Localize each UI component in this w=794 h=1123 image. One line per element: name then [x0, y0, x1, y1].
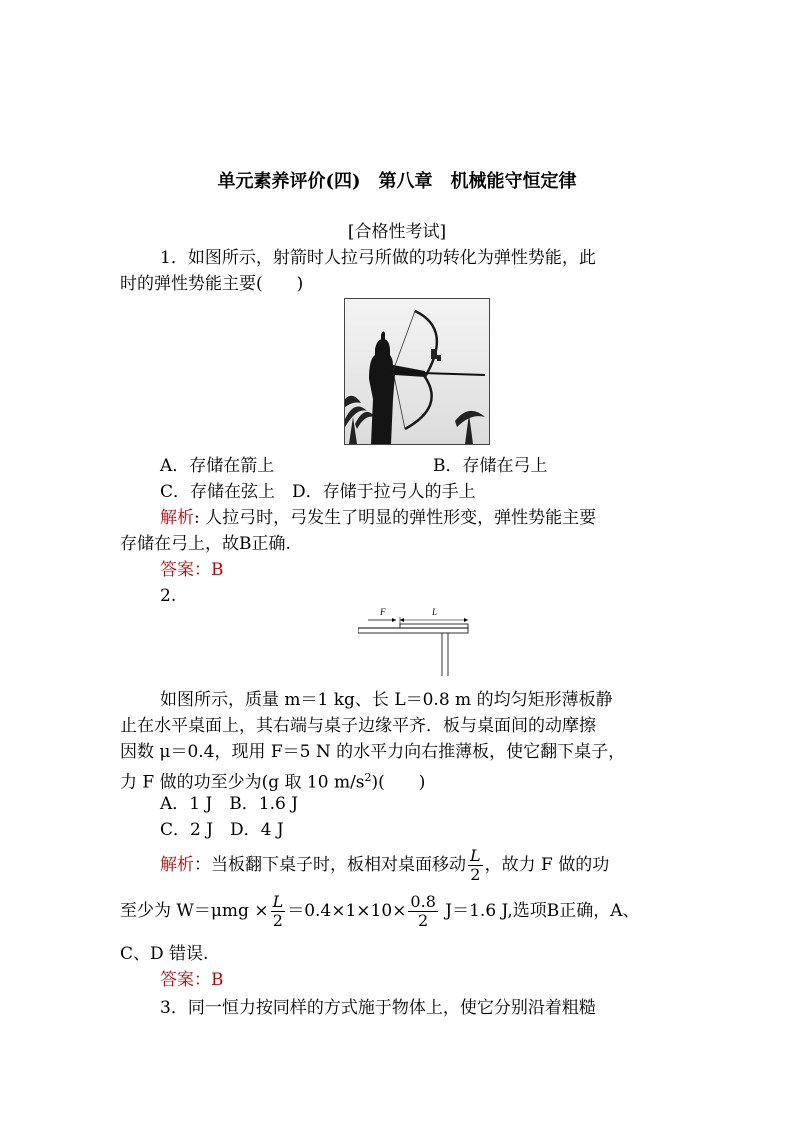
q1-analysis-line2: 存储在弓上，故B正确. [120, 534, 291, 554]
fraction-denominator-b: 2 [272, 911, 283, 930]
q2-analysis-line2 [120, 892, 640, 930]
q1-analysis-line1 [160, 506, 596, 530]
q1-answer [160, 558, 224, 582]
q2-number: 2. [160, 586, 177, 606]
q2-options-ab: A．1 J B．1.6 J [160, 794, 299, 814]
q3-stem-line1: 3．同一恒力按同样的方式施于物体上，使它分别沿着粗糙 [160, 998, 596, 1018]
fraction-numerator-b: L [272, 892, 284, 911]
q2-stem-line4-end: )( ) [371, 772, 426, 793]
analysis-label-2: 解析 [160, 855, 194, 875]
answer-value-2: ：B [194, 970, 224, 990]
q1-stem-line1: 1．如图所示，射箭时人拉弓所做的功转化为弹性势能，此 [160, 248, 596, 268]
q2-answer [160, 968, 224, 992]
q1-option-a: A．存储在箭上 [160, 456, 275, 476]
analysis-label: 解析 [160, 508, 194, 528]
fraction-l-over-2-b [271, 893, 286, 930]
answer-label: 答案 [160, 560, 194, 580]
archer-figure [344, 298, 490, 445]
section-heading: [合格性考试] [347, 222, 447, 242]
q2-analysis-text-b: ，故力 F 做的功 [484, 855, 610, 875]
board-table-diagram [358, 606, 473, 678]
fig-f-label: F [380, 607, 386, 617]
q2-analysis-line1 [160, 846, 609, 884]
q2-stem-line1: 如图所示，质量 m＝1 kg、长 L＝0.8 m 的均匀矩形薄板静 [160, 690, 613, 710]
fraction-numerator-c: 0.8 [410, 892, 436, 911]
q1-options-cd: C．存储在弦上 D．存储于拉弓人的手上 [160, 482, 476, 502]
page-title: 单元素养评价(四) 第八章 机械能守恒定律 [217, 171, 577, 192]
q1-option-b: B．存储在弓上 [433, 456, 548, 476]
fig-l-label: L [432, 607, 438, 617]
q2-stem-line4-text: 力 F 做的功至少为(g 取 10 m/s [120, 772, 365, 793]
q2-stem-line4 [120, 766, 425, 795]
q2-stem-line2: 止在水平桌面上，其右端与桌子边缘平齐．板与桌面间的动摩擦 [120, 716, 596, 736]
q2-superscript: 2 [364, 771, 372, 784]
fraction-denominator-c: 2 [418, 911, 429, 930]
q2-options-cd: C．2 J D．4 J [160, 820, 284, 840]
fraction-08-over-2 [408, 893, 437, 930]
q2-stem-line3: 因数 μ＝0.4，现用 F＝5 N 的水平力向右推薄板，使它翻下桌子， [120, 742, 626, 762]
q2-work-formula-end: J＝1.6 J,选项B正确，A、 [439, 901, 640, 921]
board-table-figure [358, 606, 473, 678]
q1-stem-line2: 时的弹性势能主要( ) [120, 274, 304, 294]
analysis-text: : 人拉弓时，弓发生了明显的弹性形变，弹性势能主要 [194, 508, 597, 528]
archer-silhouette-icon [345, 299, 489, 444]
fraction-numerator: L [470, 846, 481, 865]
fraction-denominator: 2 [470, 865, 481, 884]
answer-value: ：B [194, 560, 224, 580]
q2-analysis-line3: C、D 错误. [120, 944, 209, 964]
answer-label-2: 答案 [160, 970, 194, 990]
fraction-l-over-2 [468, 847, 483, 884]
q2-work-formula-mid: ＝0.4×1×10× [287, 901, 407, 921]
q2-analysis-text-a: ：当板翻下桌子时，板相对桌面移动 [194, 855, 466, 875]
q2-work-formula-start: 至少为 W＝μmg × [120, 901, 269, 921]
